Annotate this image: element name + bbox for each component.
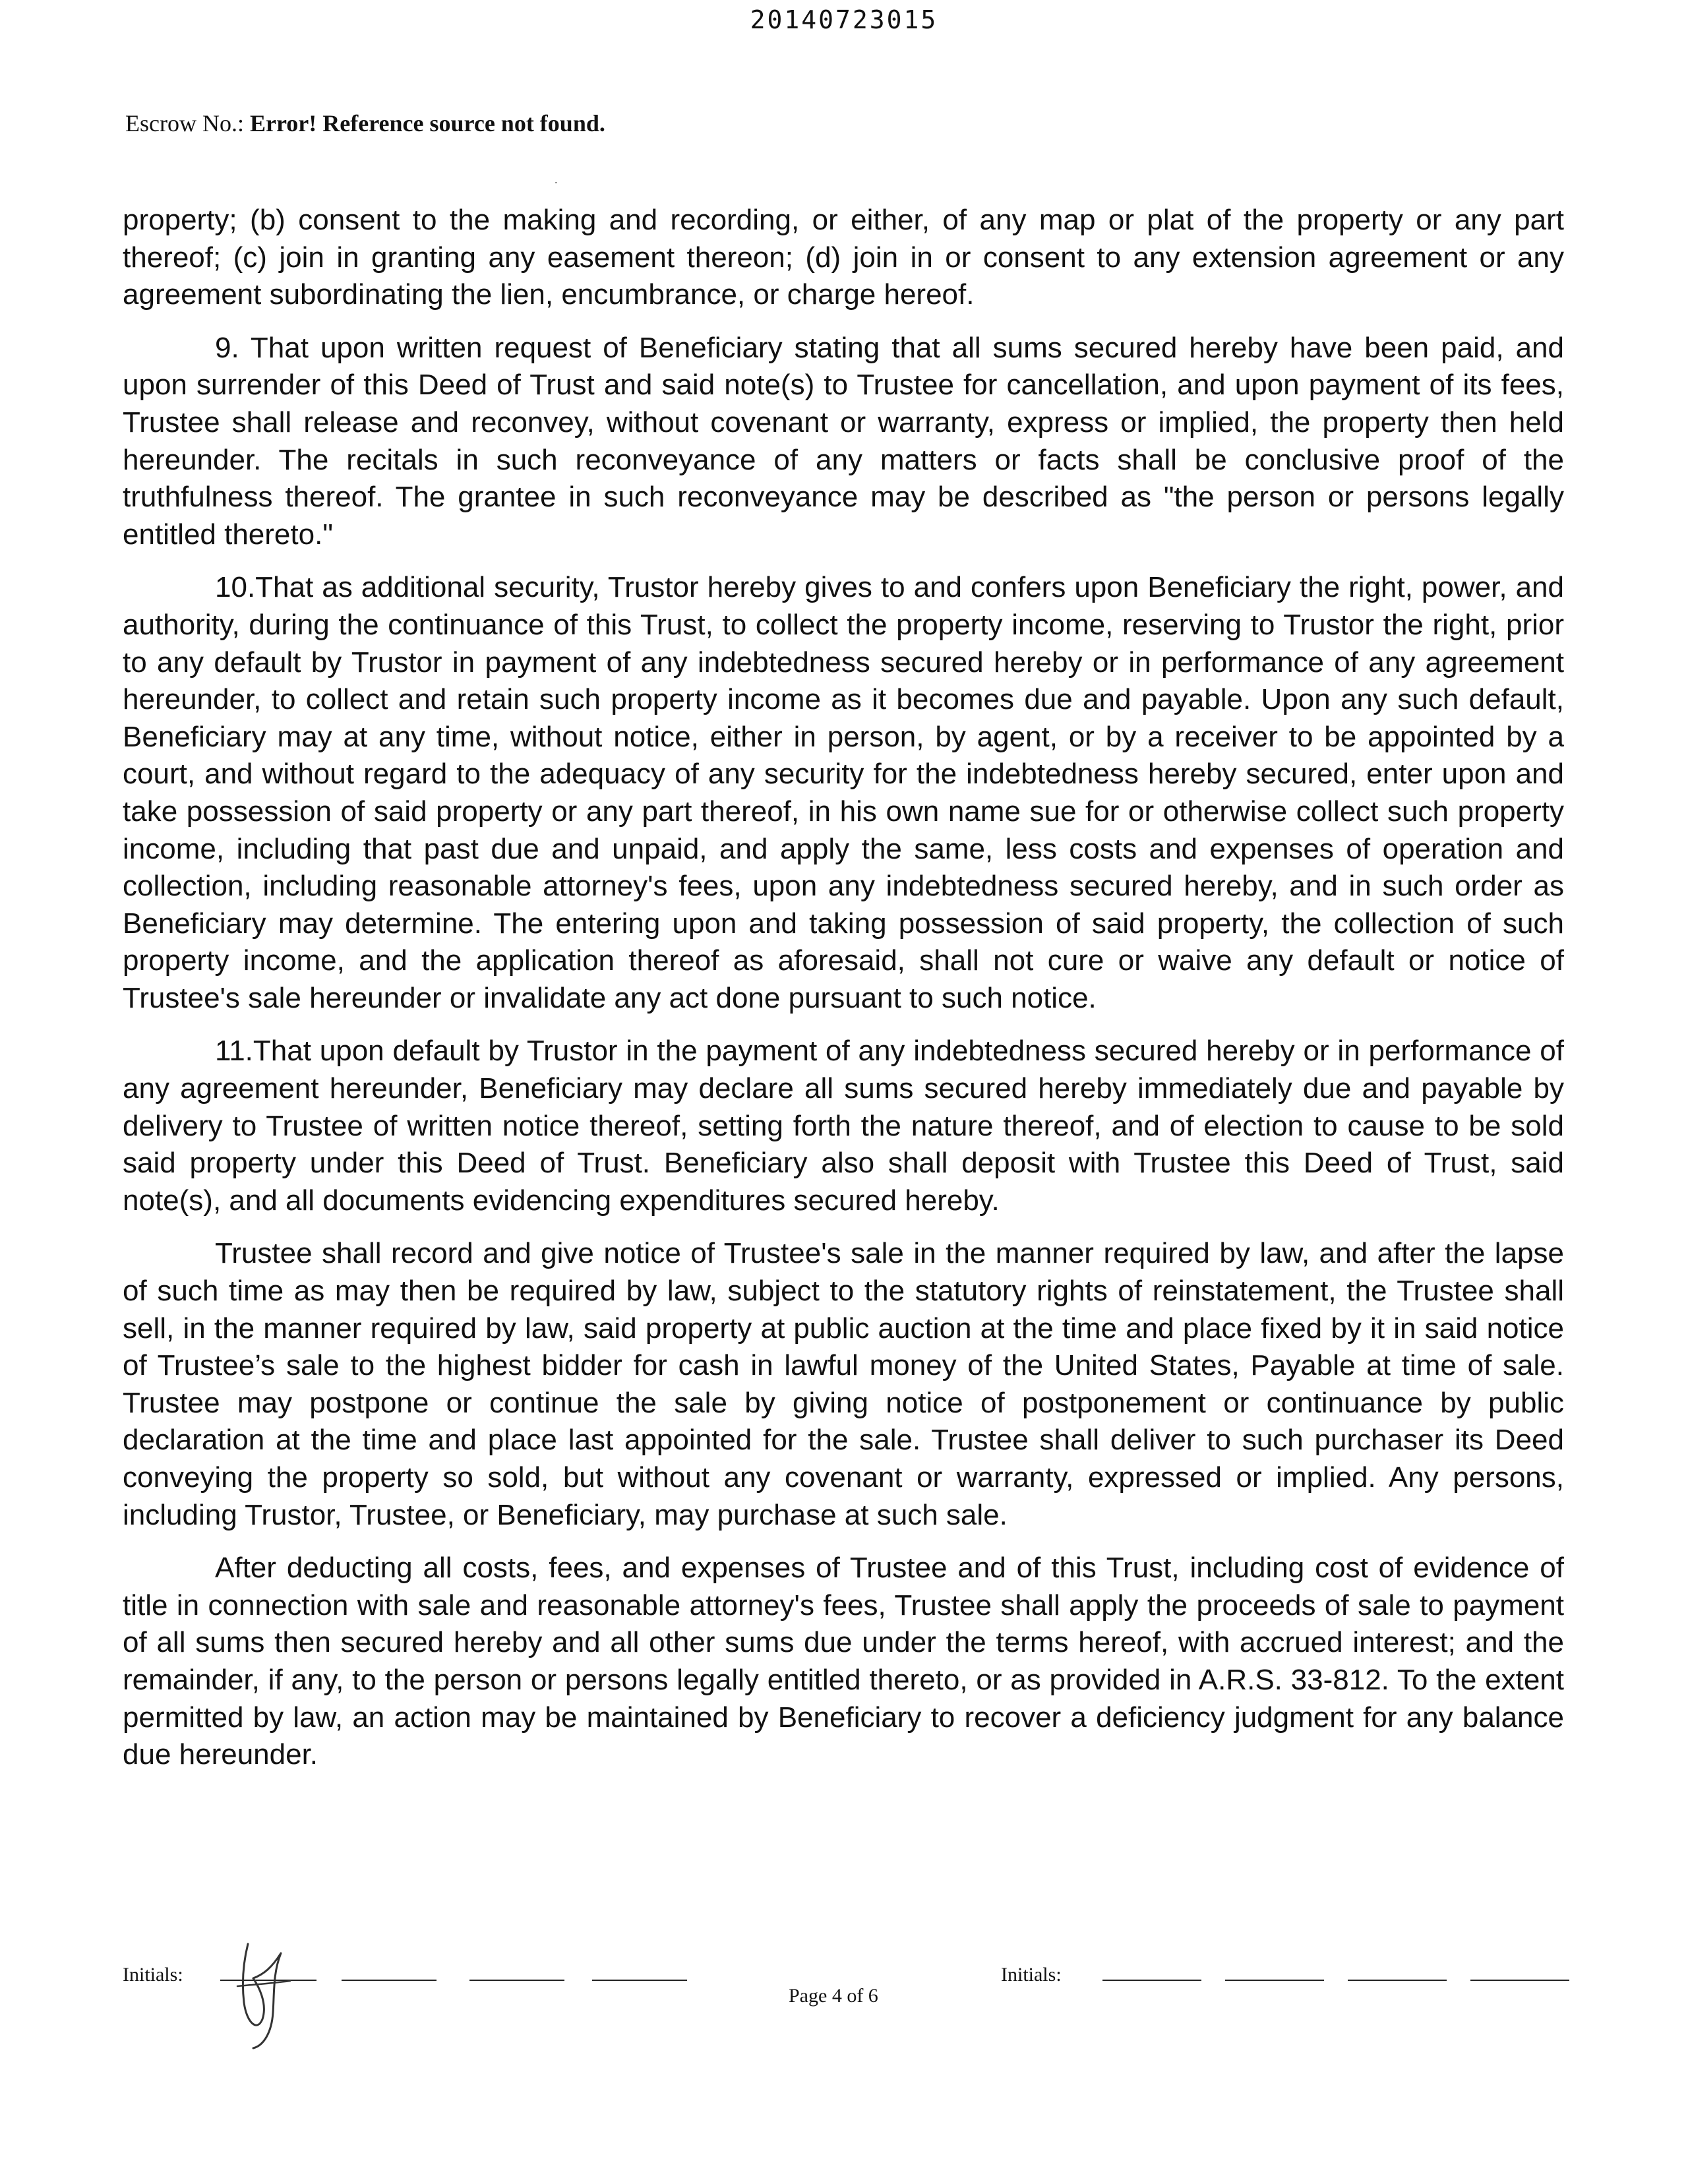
initials-blank-left-2: [342, 1980, 437, 1981]
recording-number: 20140723015: [750, 5, 938, 34]
initials-label-left: Initials:: [123, 1964, 183, 1986]
initials-blank-left-3: [469, 1980, 564, 1981]
initials-label-right: Initials:: [1001, 1964, 1062, 1986]
page-number: Page 4 of 6: [789, 1985, 878, 2007]
paragraph-9: 9. That upon written request of Beneficiary stating that all sums secured hereby have been paid, and upon surrender of this Deed of Trust and said note(s) to Trustee for cancellation, and upon payment of its fees, Trustee shall release and reconvey, without covenant or warranty, express or implied, the property then held hereunder. The recitals in such reconveyance of any matters or facts shall be conclusive proof of the truthfulness thereof. The grantee in such reconveyance may be described as "the person or persons legally entitled thereto.": [123, 331, 1564, 551]
initials-blank-right-1: [1102, 1980, 1201, 1981]
escrow-value: Error! Reference source not found.: [249, 110, 605, 136]
handwritten-initials: [218, 1940, 303, 2052]
escrow-line: [125, 109, 605, 137]
initials-blank-right-4: [1470, 1980, 1569, 1981]
document-body: [123, 202, 1564, 1790]
paragraph-11: 11.That upon default by Trustor in the payment of any indebtedness secured hereby or in performance of any agreement hereunder, Beneficiary may declare all sums secured hereby immediately due and payable by delivery to Trustee of written notice thereof, setting forth the nature thereof, and of election to cause to be sold said property under this Deed of Trust. Beneficiary also shall deposit with Trustee this Deed of Trust, said note(s), and all documents evidencing expenditures secured hereby.: [123, 1035, 1564, 1217]
scan-speck: [555, 182, 557, 183]
initials-blank-right-3: [1348, 1980, 1447, 1981]
escrow-label: Escrow No.:: [125, 110, 244, 136]
paragraph-continued: property; (b) consent to the making and recording, or either, of any map or plat of the property or any part thereof; (c) join in granting any easement thereon; (d) join in or consent to any extension agreement or any agreement subordinating the lien, encumbrance, or charge hereof.: [123, 204, 1564, 311]
initials-blank-right-2: [1225, 1980, 1324, 1981]
paragraph-10: 10.That as additional security, Trustor hereby gives to and confers upon Beneficiary the right, power, and authority, during the continuance of this Trust, to collect the property income, reserving to Trustor the right, prior to any default by Trustor in payment of any indebtedness secured hereby or in performance of any agreement hereunder, to collect and retain such property income as it becomes due and payable. Upon any such default, Beneficiary may at any time, without notice, either in person, by agent, or by a receiver to be appointed by a court, and without regard to the adequacy of any security for the indebtedness hereby secured, enter upon and take possession of said property or any part thereof, in his own name sue for or otherwise collect such property income, including that past due and unpaid, and apply the same, less costs and expenses of operation and collection, including reasonable attorney's fees, upon any indebtedness secured hereby, and in such order as Beneficiary may determine. The entering upon and taking possession of said property, the collection of such property income, and the application thereof as aforesaid, shall not cure or waive any default or notice of Trustee's sale hereunder or invalidate any act done pursuant to such notice.: [123, 571, 1564, 1014]
initials-blank-left-4: [592, 1980, 687, 1981]
paragraph-trustee-sale: Trustee shall record and give notice of Trustee's sale in the manner required by law, and after the lapse of such time as may then be required by law, subject to the statutory rights of reinstatement, the Trustee shall sell, in the manner required by law, said property at public auction at the time and place fixed by it in said notice of Trustee’s sale to the highest bidder for cash in lawful money of the United States, Payable at time of sale. Trustee may postpone or continue the sale by giving notice of postponement or continuance by public declaration at the time and place last appointed for the sale. Trustee shall deliver to such purchaser its Deed conveying the property so sold, but without any covenant or warranty, expressed or implied. Any persons, including Trustor, Trustee, or Beneficiary, may purchase at such sale.: [123, 1237, 1564, 1531]
paragraph-proceeds: After deducting all costs, fees, and expenses of Trustee and of this Trust, including cost of evidence of title in connection with sale and reasonable attorney's fees, Trustee shall apply the proceeds of sale to payment of all sums then secured hereby and all other sums due under the terms hereof, with accrued interest; and the remainder, if any, to the person or persons legally entitled thereto, or as provided in A.R.S. 33-812. To the extent permitted by law, an action may be maintained by Beneficiary to recover a deficiency judgment for any balance due hereunder.: [123, 1552, 1564, 1771]
